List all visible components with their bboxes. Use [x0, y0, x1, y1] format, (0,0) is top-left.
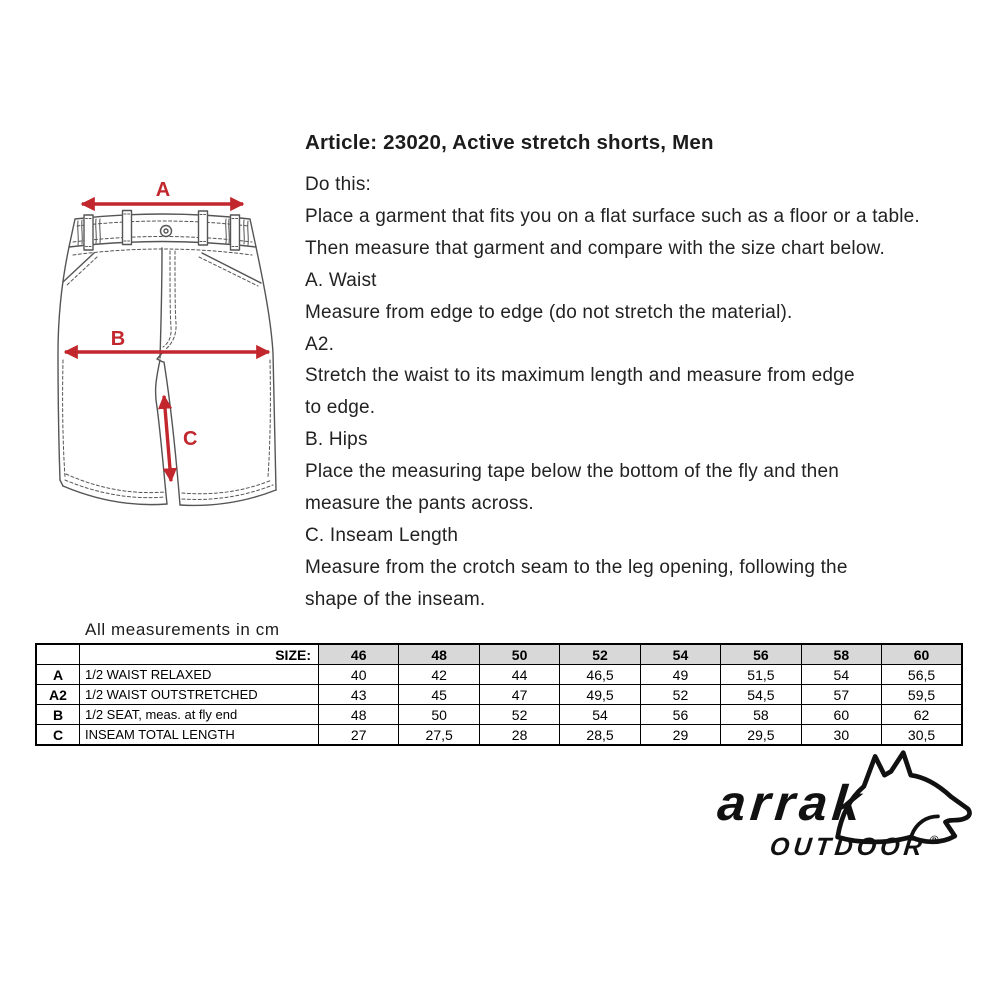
size-row-label: SIZE: [80, 644, 319, 665]
measure-value-cell: 27,5 [399, 725, 479, 746]
measure-value-cell: 54,5 [721, 685, 801, 705]
measure-value-cell: 54 [801, 665, 881, 685]
measure-value-cell: 57 [801, 685, 881, 705]
belt-loop [123, 211, 132, 245]
size-header-cell: 60 [882, 644, 962, 665]
measure-value-cell: 54 [560, 705, 640, 725]
size-header-cell: 46 [319, 644, 399, 665]
instruction-line: B. Hips [305, 429, 368, 451]
measure-value-cell: 48 [319, 705, 399, 725]
size-header-cell: 54 [640, 644, 720, 665]
hips-arrow-label: B [110, 328, 126, 350]
measure-value-cell: 56 [640, 705, 720, 725]
page-title: Article: 23020, Active stretch shorts, Men [305, 131, 714, 154]
size-table [35, 643, 963, 746]
shorts-sketch [58, 211, 276, 506]
measure-value-cell: 40 [319, 665, 399, 685]
instruction-line: Then measure that garment and compare with the size chart below. [305, 237, 885, 259]
measure-desc-cell: INSEAM TOTAL LENGTH [80, 725, 319, 746]
size-table-body [36, 665, 962, 746]
measure-value-cell: 45 [399, 685, 479, 705]
brand-logo [712, 750, 992, 910]
size-header-cell: 52 [560, 644, 640, 665]
measure-value-cell: 43 [319, 685, 399, 705]
instruction-line: Measure from edge to edge (do not stretch the material). [305, 301, 793, 323]
instruction-line: C. Inseam Length [305, 524, 459, 546]
measure-value-cell: 46,5 [560, 665, 640, 685]
measure-letter-cell: A [36, 665, 80, 685]
inseam-arrow-label: C [183, 428, 198, 450]
measure-value-cell: 27 [319, 725, 399, 746]
belt-loop [199, 211, 208, 245]
size-table-header-row [36, 644, 962, 665]
measure-value-cell: 29 [640, 725, 720, 746]
measure-value-cell: 28 [479, 725, 559, 746]
measure-value-cell: 42 [399, 665, 479, 685]
size-table-row [36, 685, 962, 705]
instruction-line: Do this: [305, 174, 372, 195]
measure-value-cell: 60 [801, 705, 881, 725]
belt-loop [84, 215, 93, 250]
measure-value-cell: 47 [479, 685, 559, 705]
size-table-row [36, 665, 962, 685]
instruction-line: to edge. [305, 397, 376, 419]
instruction-line: shape of the inseam. [305, 588, 486, 610]
registered-mark: ® [928, 833, 940, 847]
measure-value-cell: 30,5 [882, 725, 962, 746]
measure-letter-cell: A2 [36, 685, 80, 705]
belt-loop [231, 215, 240, 250]
measure-value-cell: 52 [479, 705, 559, 725]
instruction-line: Stretch the waist to its maximum length and measure from edge [305, 365, 855, 387]
size-header-cell: 58 [801, 644, 881, 665]
size-header-cell: 50 [479, 644, 559, 665]
measure-value-cell: 51,5 [721, 665, 801, 685]
measure-value-cell: 44 [479, 665, 559, 685]
measure-letter-cell: C [36, 725, 80, 746]
size-table-row [36, 705, 962, 725]
brand-subname [769, 834, 939, 860]
measure-value-cell: 28,5 [560, 725, 640, 746]
instruction-line: Place a garment that fits you on a flat surface such as a floor or a table. [305, 205, 920, 227]
measure-value-cell: 52 [640, 685, 720, 705]
size-table-row [36, 725, 962, 746]
instruction-line: Measure from the crotch seam to the leg opening, following the [305, 556, 848, 578]
size-header-cell: 48 [399, 644, 479, 665]
instruction-line: A. Waist [305, 269, 377, 291]
measure-desc-cell: 1/2 WAIST RELAXED [80, 665, 319, 685]
measuring-instructions [305, 169, 985, 616]
measure-value-cell: 49 [640, 665, 720, 685]
waist-arrow-label: A [155, 179, 171, 201]
measure-letter-cell: B [36, 705, 80, 725]
shorts-measurement-diagram [30, 175, 295, 510]
measure-value-cell: 62 [882, 705, 962, 725]
instruction-line: A2. [305, 333, 335, 355]
measure-value-cell: 29,5 [721, 725, 801, 746]
instruction-line: measure the pants across. [305, 493, 534, 515]
size-header-cell: 56 [721, 644, 801, 665]
instruction-line: Place the measuring tape below the bottom of the fly and then [305, 461, 839, 483]
corner-cell [36, 644, 80, 665]
measure-value-cell: 59,5 [882, 685, 962, 705]
waist-button [161, 226, 172, 237]
measure-value-cell: 49,5 [560, 685, 640, 705]
brand-name: arrak [715, 775, 869, 831]
measure-value-cell: 56,5 [882, 665, 962, 685]
brand-subname-text: OUTDOOR [768, 833, 928, 861]
measure-desc-cell: 1/2 WAIST OUTSTRETCHED [80, 685, 319, 705]
units-note: All measurements in cm [85, 620, 280, 639]
measure-value-cell: 30 [801, 725, 881, 746]
measure-value-cell: 50 [399, 705, 479, 725]
measure-value-cell: 58 [721, 705, 801, 725]
measure-desc-cell: 1/2 SEAT, meas. at fly end [80, 705, 319, 725]
